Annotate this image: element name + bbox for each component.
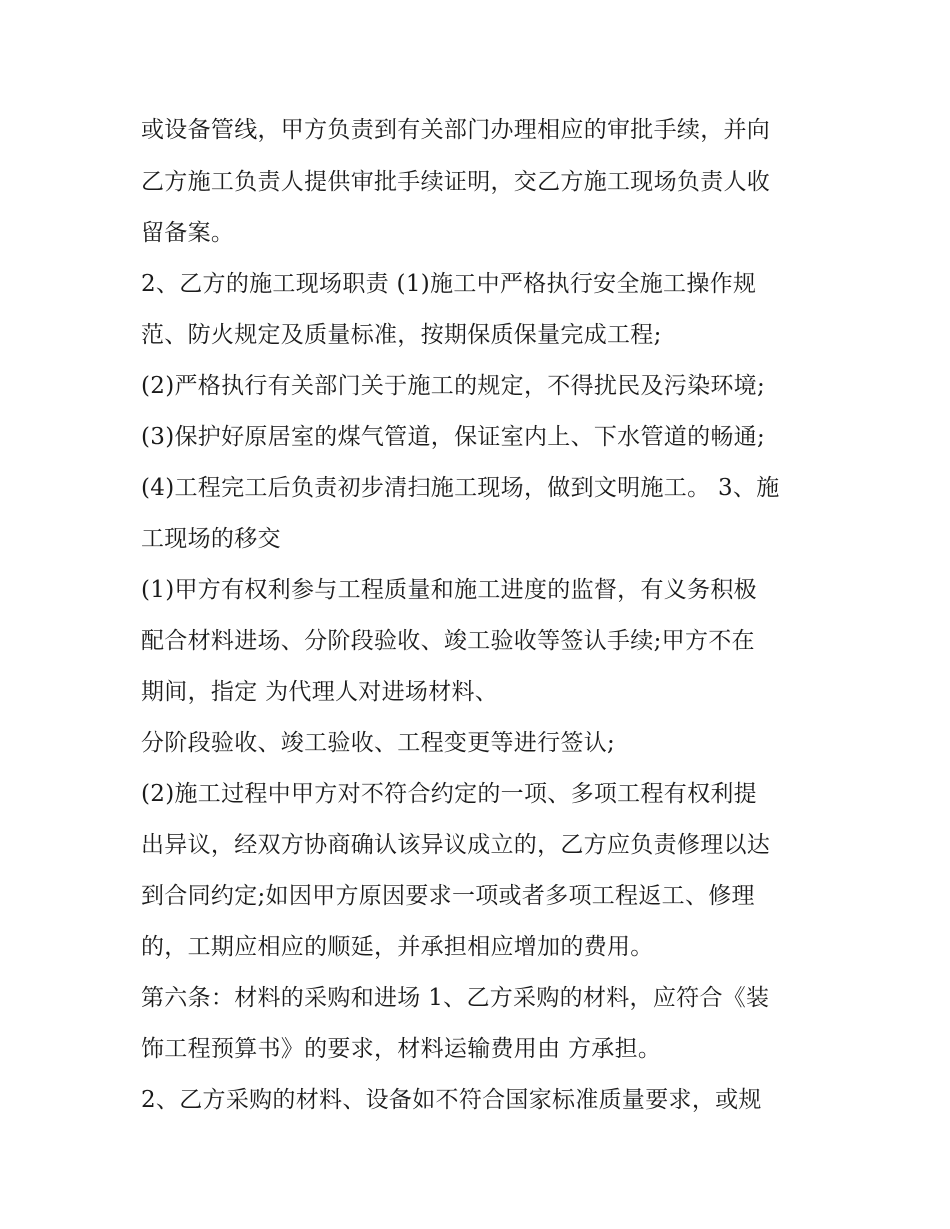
text-line: 2、乙方的施工现场职责 (1)施工中严格执行安全施工操作规	[141, 271, 757, 297]
text-line: 留备案。	[141, 220, 235, 246]
text-line: (3)保护好原居室的煤气管道，保证室内上、下水管道的畅通;	[141, 424, 766, 450]
text-line: 的，工期应相应的顺延，并承担相应增加的费用。	[141, 934, 654, 960]
text-line: (2)施工过程中甲方对不符合约定的一项、多项工程有权利提	[141, 781, 757, 807]
text-line: 分阶段验收、竣工验收、工程变更等进行签认;	[141, 730, 616, 756]
text-line: 出异议，经双方协商确认该异议成立的，乙方应负责修理以达	[141, 832, 771, 858]
text-line: 乙方施工负责人提供审批手续证明，交乙方施工现场负责人收	[141, 169, 771, 195]
text-line: 或设备管线，甲方负责到有关部门办理相应的审批手续，并向	[141, 117, 771, 143]
text-line: (4)工程完工后负责初步清扫施工现场，做到文明施工。 3、施	[141, 475, 780, 501]
text-line: 期间，指定 为代理人对进场材料、	[141, 679, 499, 705]
text-line: 工现场的移交	[141, 526, 281, 552]
text-line: 配合材料进场、分阶段验收、竣工验收等签认手续;甲方不在	[141, 628, 755, 654]
text-line: 第六条：材料的采购和进场 1、乙方采购的材料，应符合《装	[141, 985, 770, 1011]
text-line: 到合同约定;如因甲方原因要求一项或者多项工程返工、修理	[141, 883, 755, 909]
text-line: (1)甲方有权利参与工程质量和施工进度的监督，有义务积极	[141, 577, 757, 603]
text-line: (2)严格执行有关部门关于施工的规定，不得扰民及污染环境;	[141, 373, 766, 399]
text-line: 饰工程预算书》的要求，材料运输费用由 方承担。	[141, 1036, 662, 1062]
text-line: 2、乙方采购的材料、设备如不符合国家标准质量要求，或规	[141, 1087, 762, 1113]
text-line: 范、防火规定及质量标准，按期保质保量完成工程;	[141, 322, 662, 348]
